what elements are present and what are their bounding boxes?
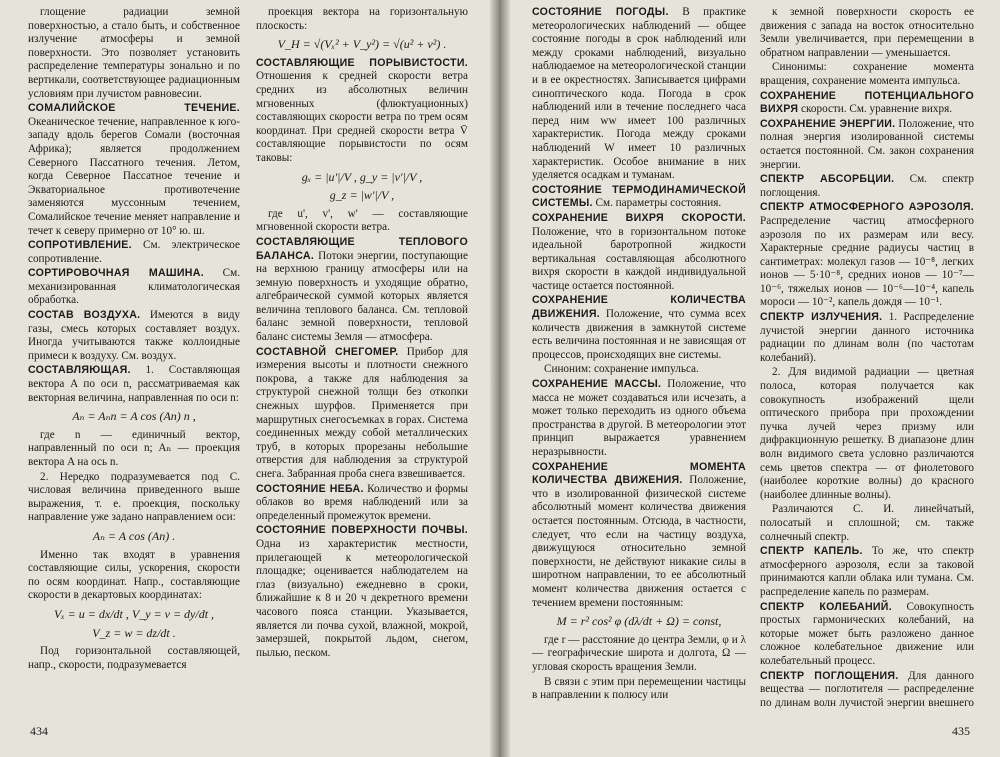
entry-term: СОХРАНЕНИЕ ВИХРЯ СКОРОСТИ. (532, 211, 746, 224)
entry-term: СОХРАНЕНИЕ КОЛИЧЕСТВА ДВИЖЕНИЯ. (532, 294, 746, 321)
entry-term: СОПРОТИВЛЕНИЕ. (28, 239, 132, 252)
entry-body: В практике метеорологических наблюдений — общее состояние погоды в срок наблюдений или между сроками наблюдений, визуально наблюдаемое на метеорологической станции и в ее окрестностях. Записывается цифрами синоптического кода. Погода в срок наблюдений или в течение последнего часа перед ним ww имеет 100 различных характеристик. Погода между сроками наблюдений W имеет 10 различных характеристик. Особое внимание в них уделяется осадкам и туманам. (532, 6, 746, 182)
formula: M = r² cos² φ (dλ/dt + Ω) = const, (556, 614, 722, 629)
right-column-2 (760, 6, 974, 711)
entry-body: Различаются С. И. линейчатый, полосатый и сплошной; см. также солнечный спектр. (760, 503, 974, 543)
entry-body: 1. Распределение лучистой энергии данного источника радиации по длинам волн (по частотам колебаний). (760, 311, 974, 364)
right-column-1 (532, 6, 746, 711)
entry-body: Океаническое течение, направленное к юго-западу вдоль берегов Сомали (восточная Африка); является продолжением Северного Пассатного течения. Летом, когда Северное Пассатное течение и Экваториальное противотечение заменяются муссонным течением, Сомалийское течение меняет направление и течет к северу примерно от 10° ю. ш. (28, 115, 240, 237)
entry-term: СОХРАНЕНИЕ МАССЫ. (532, 378, 662, 391)
text-paragraph (28, 429, 240, 470)
text-paragraph (532, 363, 746, 377)
dictionary-entry (532, 294, 746, 362)
dictionary-entry (256, 236, 468, 345)
formula: Aₙ = Aₙn = A cos (An) n , (72, 409, 196, 424)
dictionary-entry (532, 212, 746, 294)
entry-term: СПЕКТР ИЗЛУЧЕНИЯ. (760, 311, 883, 324)
text-paragraph (760, 366, 974, 502)
page-number-left: 434 (30, 724, 48, 738)
entry-term: СОМАЛИЙСКОЕ ТЕЧЕНИЕ. (28, 102, 240, 115)
entry-body: 2. Для видимой радиации — цветная полоса, которая получается как совокупность изображений щели оптического прибора при прохождении пучка лучей через призму или дифракционную решетку. В диапазоне длин волн видимого света условно различаются семь цветов спектра — от фиолетового (наиболее короткие волны) до красного (наиболее длинные волны). (760, 366, 974, 501)
entry-body: То же, что спектр атмосферного аэрозоля, если за таковой принимаются капли облака или тумана. См. распределение капель по размерам. (760, 545, 974, 598)
entry-term: СОСТАВ ВОЗДУХА. (28, 309, 141, 322)
entry-body: См. электрическое сопротивление. (28, 239, 240, 265)
text-paragraph (28, 471, 240, 525)
entry-term: СПЕКТР ПОГЛОЩЕНИЯ. (760, 669, 899, 682)
entry-body: Положение, что сумма всех количеств движения в замкнутой системе есть величина постоянная и не зависящая от процессов, происходящих вне системы. (532, 308, 746, 361)
left-column-1 (28, 6, 240, 711)
entry-term: СПЕКТР КОЛЕБАНИЙ. (760, 600, 892, 613)
dictionary-entry (760, 311, 974, 365)
text-paragraph (28, 6, 240, 101)
entry-body: Положение, что в изолированной физической системе абсолютный момент количества движения остается постоянным. Отсюда, в частности, следует, что если на частицу воздуха, движущуюся относительно земной поверхности, не действуют никакие силы в широтном направлении, то ее абсолютный момент количества движения остается с течением времени постоянным: (532, 474, 746, 609)
entry-term: СОХРАНЕНИЕ ПОТЕНЦИАЛЬНОГО ВИХРЯ (760, 89, 974, 116)
entry-body: где n — единичный вектор, направленный по оси n; Aₙ — проекция вектора A на ось n. (28, 428, 240, 468)
entry-body: скорости. См. уравнение вихря. (801, 103, 953, 116)
entry-body: где u', v', w' — составляющие мгновенной скорости ветра. (256, 207, 468, 234)
entry-term: СОХРАНЕНИЕ ЭНЕРГИИ. (760, 117, 896, 130)
dictionary-entry (760, 545, 974, 599)
dictionary-entry (532, 378, 746, 460)
entry-term: СОХРАНЕНИЕ МОМЕНТА КОЛИЧЕСТВА ДВИЖЕНИЯ. (532, 460, 746, 487)
formula: V_z = w = dz/dt . (92, 625, 176, 640)
dictionary-entry (760, 118, 974, 172)
entry-body: Количество и формы облаков во время наблюдений или за определенный промежуток времени. (256, 482, 468, 522)
entry-body: проекция вектора на горизонтальную плоскость: (256, 6, 468, 32)
entry-body: Для данного вещества — поглотителя — распределение по длинам волн лучистой энергии внешнего (760, 669, 974, 709)
dictionary-entry (760, 90, 974, 117)
text-paragraph (532, 676, 746, 703)
entry-body: Отношения к средней скорости ветра средних из абсолютных величин мгновенных (флюктуационных) составляющих скорости ветра по трем осям координат. При средней скорости ветра V̄ составляющие порывистости по осям таковы: (256, 70, 468, 164)
dictionary-entry (256, 346, 468, 482)
entry-term: СПЕКТР АТМОСФЕРНОГО АЭРОЗОЛЯ. (760, 201, 974, 214)
entry-body: Распределение частиц атмосферного аэрозоля по их размерам или весу. Характерные средние радиусы частиц в сантиметрах: молекул газов — 10⁻⁸, легких ионов — 5·10⁻⁸, средних ионов — 10⁻⁷—10⁻⁶, тяжелых ионов — 10⁻⁶—10⁻⁴, капель мороси — 10⁻², капель дождя — 10⁻¹. (760, 214, 974, 309)
entry-body: к земной поверхности скорость ее движения с запада на восток относительно Земли увеличивается, при перемещении в обратном направлении — уменьшается. (760, 6, 974, 59)
left-column-2 (256, 6, 468, 711)
formula: Vₓ = u = dx/dt , V_y = v = dy/dt , (53, 606, 215, 621)
entry-body: глощение радиации земной поверхностью, а стало быть, и собственное излучение атмосферы и земной поверхности. Это позволяет установить распределение температуры зонально и по вертикали, соответствующее радиационным условиям при лучистом равновесии. (28, 6, 240, 100)
entry-body: Положение, что в горизонтальном потоке идеальной баротропной жидкости вертикальная составляющая абсолютного вихря скорости в каждой индивидуальной частице остается постоянной. (532, 225, 746, 292)
dictionary-entry (28, 364, 240, 405)
entry-term: СОСТОЯНИЕ ПОВЕРХНОСТИ ПОЧВЫ. (256, 524, 468, 537)
entry-term: СОСТОЯНИЕ ТЕРМОДИНАМИЧЕСКОЙ СИСТЕМЫ. (532, 183, 746, 210)
formula: gₓ = |u'|/V , g_y = |v'|/V , (301, 169, 423, 184)
entry-term: СОСТОЯНИЕ НЕБА. (256, 482, 364, 495)
entry-body: См. спектр поглощения. (760, 173, 974, 199)
entry-term: СПЕКТР КАПЕЛЬ. (760, 545, 863, 558)
dictionary-entry (256, 524, 468, 660)
formula: V_H = √(Vₓ² + V_y²) = √(u² + v²) . (277, 37, 447, 52)
dictionary-entry (28, 267, 240, 308)
entry-term: СОСТАВНОЙ СНЕГОМЕР. (256, 345, 399, 358)
entry-body: Положение, что масса не может создаваться или исчезать, а может только переходить из одного объема пространства в другой. В метеорологии этот принцип выражается уравнением неразрывности. (532, 378, 746, 458)
text-paragraph (28, 645, 240, 672)
entry-body: где r — расстояние до центра Земли, φ и λ — географические широта и долгота, Ω — угловая скорость вращения Земли. (532, 633, 746, 673)
dictionary-entry (256, 57, 468, 166)
entry-body: См. механизированная климатологическая обработка. (28, 267, 240, 307)
entry-body: 2. Нередко подразумевается под С. числовая величина приведенного выше выражения, т. е. проекция, поскольку направление уже задано направлением оси: (28, 470, 240, 524)
page-number-right: 435 (952, 724, 970, 738)
dictionary-entry (532, 184, 746, 211)
entry-body: Совокупность простых гармонических колебаний, на которые может быть разложено данное сложное колебательное движение или колебательный процесс. (760, 600, 974, 667)
entry-term: СОРТИРОВОЧНАЯ МАШИНА. (28, 267, 204, 280)
entry-body: Именно так входят в уравнения составляющие силы, ускорения, скорости по осям координат. Напр., составляющие скорости в декартовых координатах: (28, 548, 240, 602)
entry-body: Синонимы: сохранение момента вращения, сохранение момента импульса. (760, 61, 974, 87)
entry-term: СОСТОЯНИЕ ПОГОДЫ. (532, 6, 669, 18)
entry-body: 1. Составляющая вектора A по оси n, рассматриваемая как векторная величина, направленная по оси n: (28, 364, 240, 404)
dictionary-entry (532, 6, 746, 183)
dictionary-entry (28, 102, 240, 238)
dictionary-entry (28, 309, 240, 363)
entry-body: См. параметры состояния. (595, 197, 722, 210)
entry-body: Под горизонтальной составляющей, напр., скорости, подразумевается (28, 645, 240, 671)
dictionary-entry (760, 173, 974, 200)
entry-body: Одна из характеристик местности, прилегающей к метеорологической площадке; оценивается наблюдателем на глаз (визуально) ежедневно в сроки, ближайшие к 8 и 20 ч декретного времени часового пояса станции. Указывается, является ли почва сухой, влажной, мокрой, замерзшей, покрытой льдом, снегом, пылью, песком. (256, 537, 468, 659)
entry-term: СОСТАВЛЯЮЩИЕ ТЕПЛОВОГО БАЛАНСА. (256, 235, 468, 262)
text-paragraph (28, 549, 240, 603)
dictionary-entry (256, 483, 468, 524)
entry-body: Прибор для измерения высоты и плотности снежного покрова, а также для наблюдения за структурой снежной толщи без откопки снежных шурфов. Применяется при маршрутных снегосъемках в горах. Система соединенных между собой металлических труб, в которых прорезаны небольшие отверстия для наблюдения за структурой снега. Забранная проба снега взвешивается. (256, 345, 468, 480)
dictionary-entry (28, 239, 240, 266)
dictionary-entry (760, 670, 974, 712)
book-gutter (490, 0, 510, 757)
entry-body: Синоним: сохранение импульса. (544, 363, 699, 376)
text-paragraph (760, 503, 974, 544)
entry-term: СПЕКТР АБСОРБЦИИ. (760, 173, 895, 186)
entry-body: Потоки энергии, поступающие на верхнюю границу атмосферы или на земную поверхность и уходящие обратно, алгебраической суммой которых является величина теплового баланса. См. тепловой баланс земной поверхности, тепловой баланс системы Земля — атмосфера. (256, 249, 468, 344)
entry-body: Имеются в виду газы, смесь которых составляет воздух. Иногда учитываются также коллоидные примеси к воздуху. См. воздух. (28, 309, 240, 362)
entry-term: СОСТАВЛЯЮЩИЕ ПОРЫВИСТОСТИ. (256, 56, 468, 69)
dictionary-entry (760, 601, 974, 669)
right-page (502, 0, 1000, 757)
entry-body: В связи с этим при перемещении частицы в направлении к полюсу или (532, 675, 746, 702)
text-paragraph (532, 634, 746, 675)
formula: g_z = |w'|/V , (329, 188, 395, 203)
left-page (0, 0, 498, 757)
formula: Aₙ = A cos (An) . (92, 528, 176, 543)
dictionary-entry (760, 201, 974, 310)
entry-term: СОСТАВЛЯЮЩАЯ. (28, 364, 131, 377)
text-paragraph (760, 6, 974, 60)
text-paragraph (760, 61, 974, 88)
entry-body: Положение, что полная энергия изолированной системы остается постоянной. См. закон сохранения энергии. (760, 117, 974, 171)
text-paragraph (256, 208, 468, 235)
dictionary-entry (532, 461, 746, 611)
text-paragraph (256, 6, 468, 33)
